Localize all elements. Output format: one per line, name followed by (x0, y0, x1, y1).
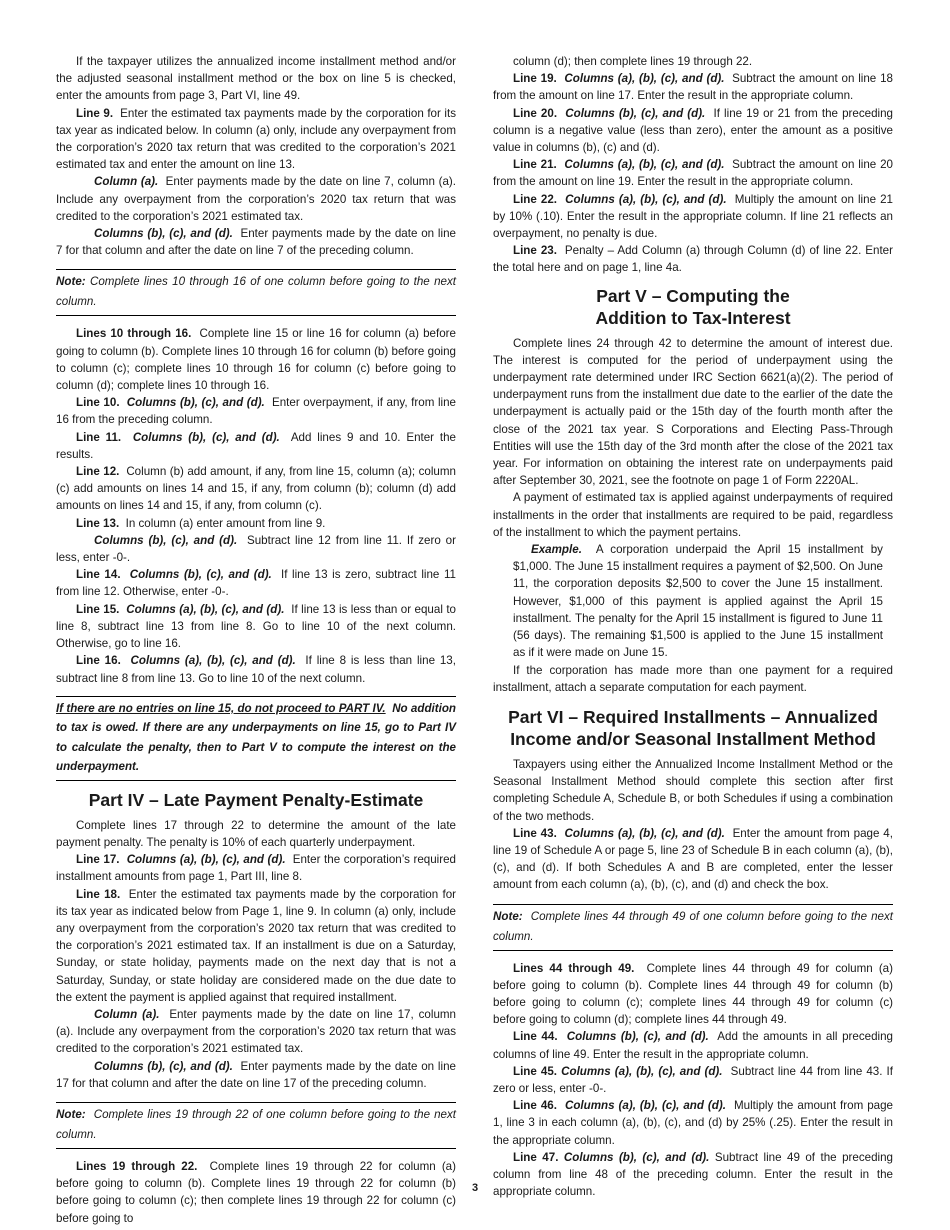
note-box: Note: Complete lines 10 through 16 of one column before going to the next column. (56, 269, 456, 316)
line-20-instruction: Line 20. Columns (b), (c), and (d). If line 19 or 21 from the preceding column is a negative value (less than zero), enter the amount as a positive value in columns (b), (c) and (d). (493, 106, 893, 155)
line-14-instruction: Line 14. Columns (b), (c), and (d). If line 13 is zero, subtract line 11 from line 12. Otherwise, enter -0-. (56, 568, 456, 599)
part-5-paragraph: Complete lines 24 through 42 to determine the amount of interest due. The interest is computed for the period of underpayment using the underpayment rate determined under IRC Section 6621(a)(2). The period of underpayment runs from the installment due date to the earlier of the date the underpayment is actually paid or the 15th day of the fourth month after the close of the 2021 tax year. S Corporations and Electing Pass-Through Entities will use the 15th day of the 3rd month after the close of the 2021 tax year. For information on obtaining the interest rate on underpayments paid after September 30, 2021, see the footnote on page 1 of Form 2220AL. (493, 336, 893, 488)
line-18-columns-bcd: Columns (b), (c), and (d). Enter payments made by the date on line 17 for that column and after the date on line 17 of the preceding column. (56, 1059, 456, 1090)
part-6-heading: Part VI – Required Installments – Annualized Income and/or Seasonal Installment Method (508, 706, 878, 749)
line-18-column-a: Column (a). Enter payments made by the date on line 17, column (a). Include any overpayment from the corporation’s 2020 tax return that was credited to the corporation’s 2021 estimated tax. (56, 1007, 456, 1056)
line-9-instruction: Line 9. Enter the estimated tax payments made by the corporation for its tax year as indicated below. In column (a) only, include any overpayment from the corporation’s 2020 tax return that was credited to the corporation’s 2021 estimated tax and enter the amount on line 13. (56, 106, 456, 172)
line-47-instruction: Line 47. Columns (b), (c), and (d). Subtract line 49 of the preceding column from line 48 of the preceding column. Enter the result in the appropriate column. (493, 1150, 893, 1199)
line-13-instruction: Line 13. In column (a) enter amount from line 9. (76, 516, 326, 530)
part-5-paragraph: A payment of estimated tax is applied against underpayments of required installments in the order that installments are required to be paid, regardless of the installment to which the payment pertains. (493, 491, 893, 539)
line-22-instruction: Line 22. Columns (a), (b), (c), and (d). Multiply the amount on line 21 by 10% (.10). Enter the result in the appropriate column. If line 21 reflects an overpayment, no penalty is due. (493, 192, 893, 241)
line-15-instruction: Line 15. Columns (a), (b), (c), and (d). If line 13 is less than or equal to line 8, subtract line 13 from line 8. Go to line 10 of the next column. Otherwise, go to line 16. (56, 602, 456, 651)
line-16-instruction: Line 16. Columns (a), (b), (c), and (d). If line 8 is less than line 13, subtract line 8 from line 13. Go to line 10 of the next column. (56, 654, 456, 685)
lines-19-22-instruction: Lines 19 through 22. Complete lines 19 through 22 for column (a) before going to column (b). Complete lines 19 through 22 for column (b) before going to column (c); then complete lines 19 through 22 for column (c) before going to (56, 1159, 456, 1225)
line-9-column-a: Column (a). Enter payments made by the date on line 7, column (a). Include any overpayment from the corporation’s 2020 tax return that was credited to the corporation’s 2021 estimated tax. (56, 175, 456, 223)
line-10-instruction: Line 10. Columns (b), (c), and (d). Enter overpayment, if any, from line 16 from the preceding column. (56, 396, 456, 427)
line-21-instruction: Line 21. Columns (a), (b), (c), and (d). Subtract the amount on line 20 from the amount on line 19. Enter the result in the appropriate column. (493, 158, 893, 189)
line-19-instruction: Line 19. Columns (a), (b), (c), and (d). Subtract the amount on line 18 from the amount on line 17. Enter the result in the appropriate column. (493, 72, 893, 103)
part-5-heading: Part V – Computing the Addition to Tax-Interest (595, 285, 791, 328)
warning-box: If there are no entries on line 15, do not proceed to PART IV. No addition to tax is owed. If there are any underpayments on line 15, go to Part IV to calculate the penalty, then to Part V to compute the interest on the underpayment. (56, 696, 456, 781)
example-block: Example. A corporation underpaid the April 15 installment by $1,000. The June 15 installment requires a payment of $2,500. On June 11, the corporation deposits $2,500 to cover the June 15 installment. However, $1,000 of this payment is applied against the April 15 installment. The penalty for the April 15 installment is figured to June 11 (56 days). The remaining $1,500 is applied to the June 15 installment as if it were made on June 15. (513, 543, 883, 660)
lines-44-49-instruction: Lines 44 through 49. Complete lines 44 through 49 for column (a) before going to column (b). Complete lines 44 through 49 for column (b) before going to column (c); complete lines 44 through 49 for column (c) before going to column (d); complete lines 44 through 49. (493, 961, 893, 1027)
lines-10-16-instruction: Lines 10 through 16. Complete line 15 or line 16 for column (a) before going to column (b). Complete lines 10 through 16 for column (b) before going to column (c); complete lines 10 through 16 for column (c) before going to column (d); complete lines 10 through 16. (56, 327, 456, 393)
line-44-instruction: Line 44. Columns (b), (c), and (d). Add the amounts in all preceding columns of line 49. Enter the result in the appropriate column. (493, 1030, 893, 1061)
part-6-intro: Taxpayers using either the Annualized Income Installment Method or the Seasonal Installment Method should complete this section after first completing Schedule A, Schedule B, or both Schedules if using a combination of the two methods. (493, 757, 893, 823)
left-column (56, 53, 456, 1227)
note-box: Note: Complete lines 44 through 49 of one column before going to the next column. (493, 904, 893, 951)
line-12-instruction: Line 12. Column (b) add amount, if any, from line 15, column (a); column (c) add amounts on lines 14 and 15, if any, from column (b); column (d) add amounts on lines 14 and 15, if any, from column (c). (56, 465, 456, 513)
line-11-instruction: Line 11. Columns (b), (c), and (d). Add lines 9 and 10. Enter the results. (56, 430, 456, 461)
page-number: 3 (471, 1182, 479, 1194)
note-box: Note: Complete lines 19 through 22 of one column before going to the next column. (56, 1102, 456, 1149)
right-column (493, 53, 893, 1200)
part-4-heading: Part IV – Late Payment Penalty-Estimate (88, 789, 424, 810)
intro-paragraph: If the taxpayer utilizes the annualized income installment method and/or the adjusted seasonal installment method or the box on line 5 is checked, enter the amounts from page 3, Part VI, line 49. (56, 55, 456, 103)
part-5-paragraph: If the corporation has made more than one payment for a required installment, attach a separate computation for each payment. (493, 663, 893, 694)
line-45-instruction: Line 45. Columns (a), (b), (c), and (d). Subtract line 44 from line 43. If zero or less, enter -0-. (493, 1064, 893, 1095)
line-18-instruction: Line 18. Enter the estimated tax payments made by the corporation for its tax year as indicated below from Page 1, line 9. In column (a) only, include any overpayment from the corporation’s 2020 tax return that was credited to the corporation’s 2021 estimated tax. If an installment is due on a Saturday, Sunday, or state holiday, payments made on the next day that is not a Saturday, Sunday, or state holiday are considered made on the due date to the extent the payment is applied against that required installment. (56, 887, 456, 1004)
line-9-columns-bcd: Columns (b), (c), and (d). Enter payments made by the date on line 7 for that column and after the date on line 7 of the preceding column. (56, 227, 456, 258)
line-23-instruction: Line 23. Penalty – Add Column (a) through Column (d) of line 22. Enter the total here and on page 1, line 4a. (493, 244, 893, 275)
part-4-intro: Complete lines 17 through 22 to determine the amount of the late payment penalty. The penalty is 10% of each quarterly underpayment. (56, 818, 456, 849)
line-13-columns: Columns (b), (c), and (d). Subtract line 12 from line 11. If zero or less, enter -0-. (56, 533, 456, 565)
line-43-instruction: Line 43. Columns (a), (b), (c), and (d). Enter the amount from page 4, line 19 of Schedule A or page 5, line 23 of Schedule B in each column (a), (b), (c), and (d). If both Schedules A and B are completed, enter the lesser amount from each column (a), (b), (c), and (d) and check the box. (493, 826, 893, 892)
continuation-text: column (d); then complete lines 19 through 22. (513, 55, 753, 68)
line-17-instruction: Line 17. Columns (a), (b), (c), and (d). Enter the corporation’s required installment amounts from page 1, Part III, line 8. (56, 853, 456, 884)
line-46-instruction: Line 46. Columns (a), (b), (c), and (d). Multiply the amount from page 1, line 3 in each column (a), (b), (c), and (d) by 25% (.25). Enter the result in the appropriate column. (493, 1099, 894, 1147)
